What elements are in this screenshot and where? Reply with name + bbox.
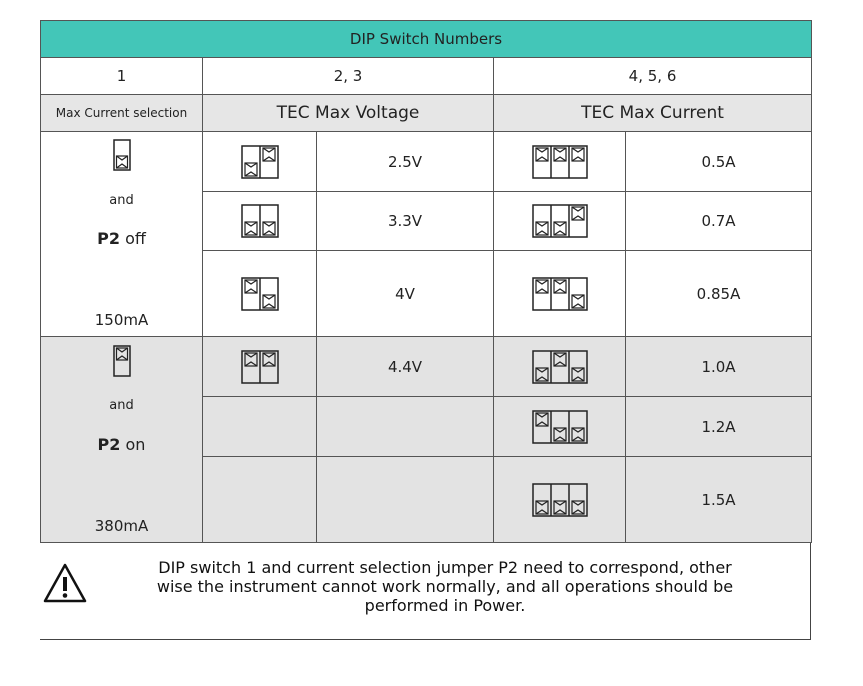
voltage-switch-1 (203, 132, 317, 192)
group-on-current: 380mA (94, 516, 149, 535)
dip-switch-icon (240, 277, 280, 311)
current-switch-1 (494, 132, 626, 192)
table-title: DIP Switch Numbers (41, 21, 812, 58)
col-header-1: 1 (41, 58, 203, 95)
voltage-value-4: 4.4V (317, 337, 494, 397)
voltage-switch-2 (203, 192, 317, 251)
current-value-1: 0.5A (626, 132, 812, 192)
warning-text: DIP switch 1 and current selection jumper P2 need to correspond, other wise the instrument cannot work normally, and all operations should be performed in Power. (156, 558, 734, 615)
header-tec-max-current: TEC Max Current (494, 95, 812, 132)
header-max-current-selection: Max Current selection (41, 95, 203, 132)
current-switch-5 (494, 397, 626, 457)
dip-switch-table (40, 20, 812, 543)
col-header-2-3: 2, 3 (203, 58, 494, 95)
dip-switch-icon (530, 277, 590, 311)
group-off-current: 150mA (94, 311, 149, 329)
current-value-4: 1.0A (626, 337, 812, 397)
current-value-6: 1.5A (626, 457, 812, 543)
voltage-switch-5-empty (203, 397, 317, 457)
voltage-value-1: 2.5V (317, 132, 494, 192)
group-on-and: and (109, 398, 134, 413)
dip-switch-icon (530, 483, 590, 517)
dip-switch-icon (240, 145, 280, 179)
group-off-p2-label: P2 off (97, 229, 146, 248)
current-value-5: 1.2A (626, 397, 812, 457)
group-off-cell (41, 132, 203, 337)
dip-switch-icon (530, 350, 590, 384)
document-sheet (40, 20, 811, 640)
current-value-3: 0.85A (626, 251, 812, 337)
group-on-cell (41, 337, 203, 543)
dip-switch-icon (240, 350, 280, 384)
warning-icon (42, 562, 88, 604)
dip-switch-icon (113, 139, 131, 171)
voltage-switch-3 (203, 251, 317, 337)
current-switch-4 (494, 337, 626, 397)
current-switch-6 (494, 457, 626, 543)
voltage-value-3: 4V (317, 251, 494, 337)
dip-switch-icon (530, 204, 590, 238)
voltage-value-6-empty (317, 457, 494, 543)
dip-switch-icon (113, 345, 131, 377)
header-tec-max-voltage: TEC Max Voltage (203, 95, 494, 132)
warning-note (40, 556, 811, 626)
col-header-4-5-6: 4, 5, 6 (494, 58, 812, 95)
dip-switch-icon (240, 204, 280, 238)
voltage-switch-6-empty (203, 457, 317, 543)
current-switch-3 (494, 251, 626, 337)
voltage-value-5-empty (317, 397, 494, 457)
current-value-2: 0.7A (626, 192, 812, 251)
dip-switch-icon (530, 145, 590, 179)
dip-switch-icon (530, 410, 590, 444)
voltage-switch-4 (203, 337, 317, 397)
group-off-and: and (109, 192, 134, 208)
group-on-p2-label: P2 on (97, 434, 146, 454)
current-switch-2 (494, 192, 626, 251)
voltage-value-2: 3.3V (317, 192, 494, 251)
